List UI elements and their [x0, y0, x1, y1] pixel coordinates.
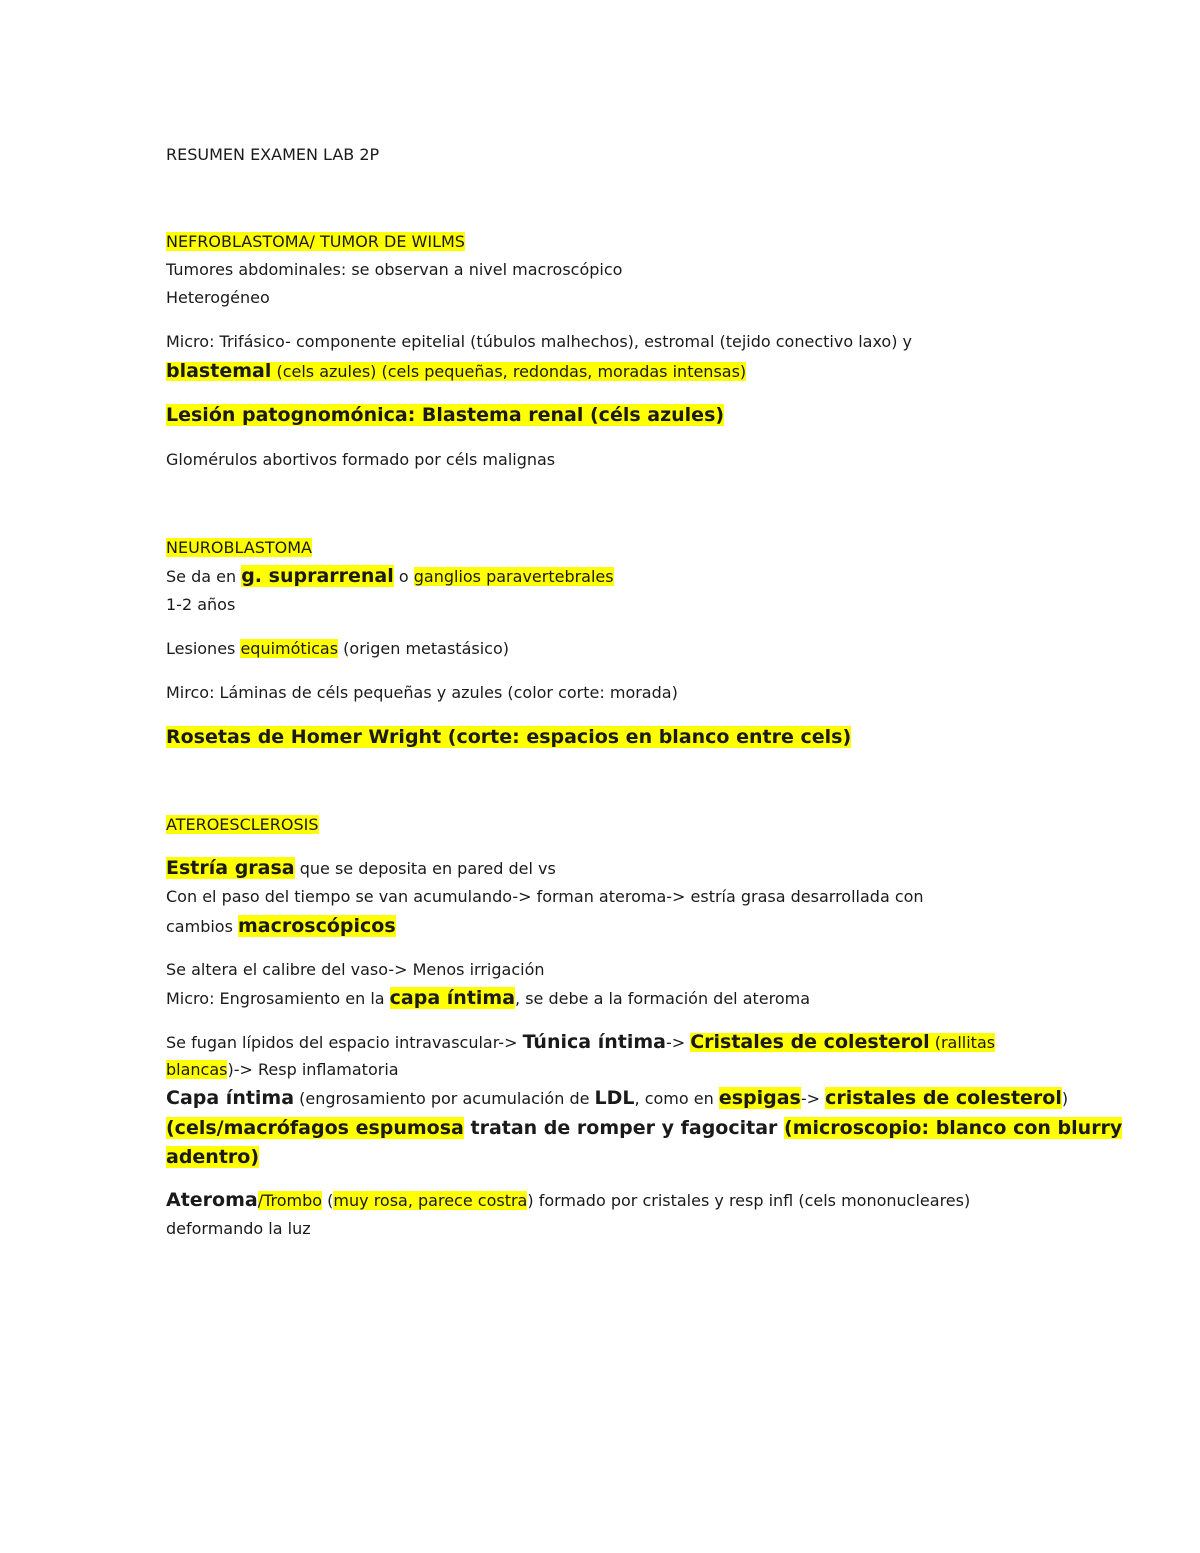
highlighted-text: ATEROESCLEROSIS [166, 815, 319, 834]
text-line: Glomérulos abortivos formado por céls malignas [166, 450, 556, 469]
text-line: (cels/macrófagos espumosa tratan de romper y fagocitar (microscopio: blanco con blurry [166, 1117, 1123, 1139]
text-line: Tumores abdominales: se observan a nivel macroscópico [166, 260, 623, 279]
text-line: Mirco: Láminas de céls pequeñas y azules (color corte: morada) [166, 683, 678, 702]
bold-term: (microscopio: blanco con blurry [784, 1117, 1123, 1139]
section-heading-nefroblastoma [166, 230, 465, 254]
bold-term: g. suprarrenal [241, 565, 394, 587]
text-line: 1-2 años [166, 595, 236, 614]
text-line: Heterogéneo [166, 288, 270, 307]
section-heading-ateroesclerosis [166, 813, 319, 837]
text-line: cambios macroscópicos [166, 915, 396, 937]
text-line: Ateroma/Trombo (muy rosa, parece costra) formado por cristales y resp infl (cels mononucleares) [166, 1189, 971, 1211]
text-line: Se altera el calibre del vaso-> Menos irrigación [166, 960, 545, 979]
highlighted-text: ganglios paravertebrales [413, 567, 614, 586]
text-line [166, 359, 746, 384]
text-line: Se fugan lípidos del espacio intravascular-> Túnica íntima-> Cristales de colesterol (rallitas [166, 1031, 996, 1053]
bold-term: (cels/macrófagos espumosa [166, 1117, 464, 1139]
bold-term: Túnica íntima [522, 1031, 666, 1053]
text-line: Capa íntima (engrosamiento por acumulación de LDL, como en espigas-> cristales de colesterol) [166, 1087, 1069, 1109]
highlighted-text: (rallitas [929, 1033, 996, 1052]
section-heading-neuroblastoma [166, 536, 312, 560]
bold-term: macroscópicos [238, 915, 396, 937]
text-line: Micro: Engrosamiento en la capa íntima, se debe a la formación del ateroma [166, 987, 811, 1009]
highlighted-text: Lesión patognomónica: Blastema renal (céls azules) [166, 404, 725, 426]
highlighted-text: Trombo [263, 1191, 323, 1210]
highlighted-text: blancas [166, 1060, 228, 1079]
highlighted-text: (cels azules) (cels pequeñas, redondas, moradas intensas) [271, 362, 747, 381]
highlighted-text: equimóticas [240, 639, 339, 658]
bold-term: espigas [718, 1087, 801, 1109]
bold-term: LDL [594, 1087, 635, 1109]
key-finding [166, 725, 851, 749]
bold-term: cristales de colesterol [825, 1087, 1062, 1109]
text-line: Lesiones equimóticas (origen metastásico) [166, 639, 509, 658]
text-line: Con el paso del tiempo se van acumulando-> forman ateroma-> estría grasa desarrollada con [166, 887, 924, 906]
highlighted-text: muy rosa, parece costra [333, 1191, 528, 1210]
text-line: blancas)-> Resp inflamatoria [166, 1060, 399, 1079]
bold-term: Estría grasa [166, 857, 295, 879]
highlighted-text: Rosetas de Homer Wright (corte: espacios en blanco entre cels) [166, 726, 852, 748]
bold-term: capa íntima [389, 987, 516, 1009]
bold-term: adentro) [166, 1146, 260, 1168]
bold-term: Capa íntima [166, 1087, 295, 1109]
text-line: deformando la luz [166, 1219, 311, 1238]
text-line: Estría grasa que se deposita en pared del vs [166, 857, 556, 879]
text-line: Se da en g. suprarrenal o ganglios paravertebrales [166, 565, 614, 587]
text-line: Micro: Trifásico- componente epitelial (túbulos malhechos), estromal (tejido conectivo laxo) y [166, 332, 912, 351]
bold-term: Ateroma [166, 1189, 258, 1211]
text-line [166, 1145, 259, 1169]
highlighted-text: NEFROBLASTOMA/ TUMOR DE WILMS [166, 232, 465, 251]
bold-term: Cristales de colesterol [690, 1031, 930, 1053]
document-title: RESUMEN EXAMEN LAB 2P [166, 145, 380, 164]
bold-term: blastemal [166, 360, 272, 382]
highlighted-text: NEUROBLASTOMA [166, 538, 312, 557]
key-finding [166, 403, 724, 427]
